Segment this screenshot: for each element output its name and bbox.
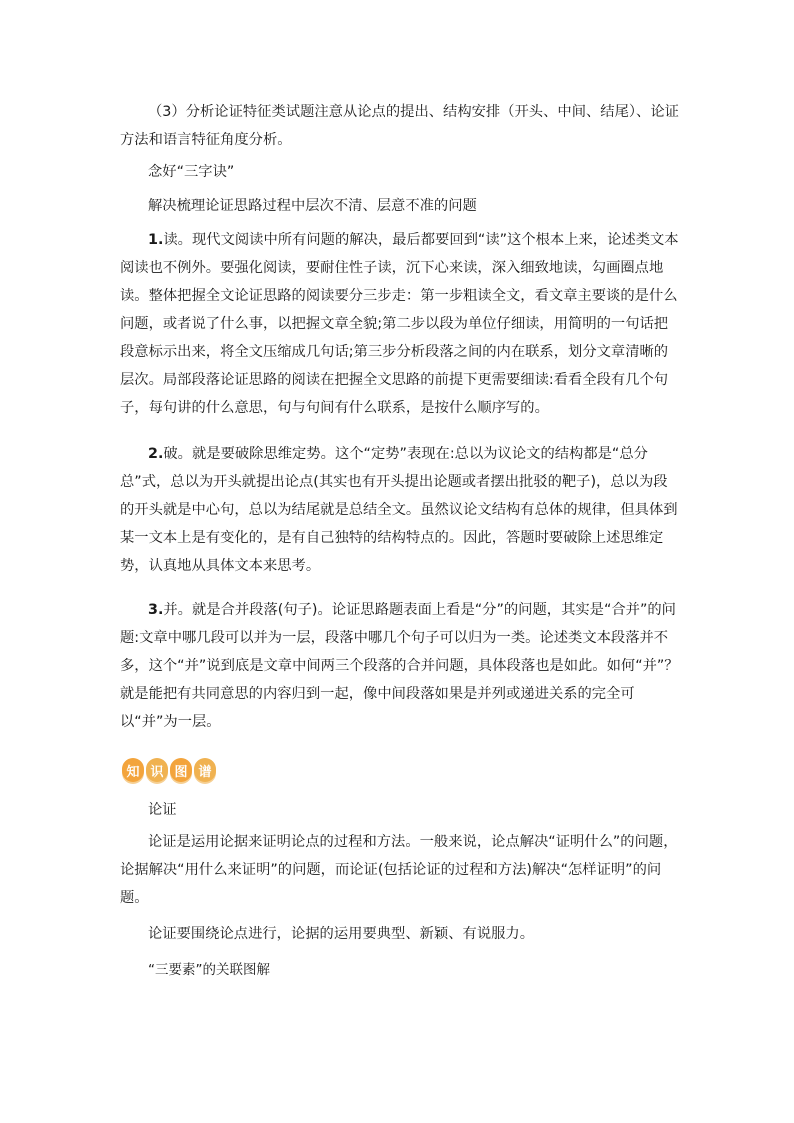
badge-char: 谱 bbox=[194, 758, 216, 782]
badge-char: 知 bbox=[122, 758, 144, 782]
paragraph-number: 2. bbox=[148, 446, 164, 462]
paragraph-merge bbox=[120, 596, 680, 736]
paragraph-merge-text: 并。就是合并段落(句子)。论证思路题表面上看是“分”的问题，其实是“合并”的问题:文章中哪几段可以并为一层，段落中哪几个句子可以归为一类。论述类文本段落并不多，这个“并”说到底是文章中间两三个段落的合并问题，具体段落也是如此。如何“并”？就是能把有共同意思的内容归到一起，像中间段落如果是并列或递进关系的完全可以“并”为一层。 bbox=[120, 602, 679, 730]
badge-char: 图 bbox=[170, 758, 192, 782]
paragraph-requirements: 论证要围绕论点进行，论据的运用要典型、新颖、有说服力。 bbox=[148, 926, 535, 942]
section-heading-argumentation: 论证 bbox=[148, 802, 177, 818]
paragraph-read bbox=[120, 226, 680, 422]
paragraph-number: 3. bbox=[148, 602, 164, 618]
paragraph-three-word-formula: 念好“三字诀” bbox=[148, 164, 235, 180]
paragraph-diagram-caption: “三要素”的关联图解 bbox=[148, 962, 270, 978]
knowledge-map-badge bbox=[122, 758, 216, 784]
paragraph-analysis-tip: （3）分析论证特征类试题注意从论点的提出、结构安排（开头、中间、结尾）、论证方法和语言特征角度分析。 bbox=[120, 104, 679, 148]
paragraph-number: 1. bbox=[148, 232, 164, 248]
paragraph-break bbox=[120, 440, 680, 580]
badge-char: 识 bbox=[146, 758, 168, 782]
paragraph-break-text: 破。就是要破除思维定势。这个“定势”表现在:总以为议论文的结构都是“总分总”式，总以为开头就提出论点(其实也有开头提出论题或者摆出批驳的靶子)，总以为段的开头就是中心句，总以为结尾就是总结全文。虽然议论文结构有总体的规律，但具体到某一文本上是有变化的，是有自己独特的结构特点的。因此，答题时要破除上述思维定势，认真地从具体文本来思考。 bbox=[120, 446, 678, 574]
paragraph-definition: 论证是运用论据来证明论点的过程和方法。一般来说，论点解决“证明什么”的问题，论据解决“用什么来证明”的问题，而论证(包括论证的过程和方法)解决“怎样证明”的问题。 bbox=[120, 834, 678, 906]
paragraph-read-text: 读。现代文阅读中所有问题的解决，最后都要回到“读”这个根本上来，论述类文本阅读也不例外。要强化阅读，要耐住性子读，沉下心来读，深入细致地读，勾画圈点地读。整体把握全文论证思路的阅读要分三步走：第一步粗读全文，看文章主要谈的是什么问题，或者说了什么事，以把握文章全貌;第二步以段为单位仔细读，用简明的一句话把段意标示出来，将全文压缩成几句话;第三步分析段落之间的内在联系，划分文章清晰的层次。局部段落论证思路的阅读在把握全文思路的前提下更需要细读:看看全段有几个句子，每句讲的什么意思，句与句间有什么联系，是按什么顺序写的。 bbox=[120, 232, 679, 416]
paragraph-problem-statement: 解决梳理论证思路过程中层次不清、层意不准的问题 bbox=[148, 198, 477, 214]
